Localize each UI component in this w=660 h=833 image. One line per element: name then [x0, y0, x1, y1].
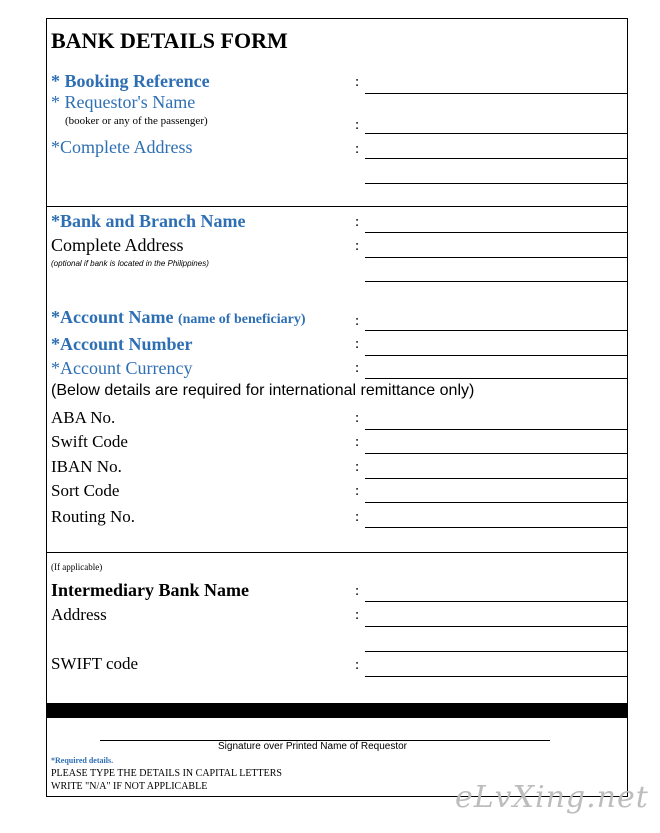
- colon: :: [355, 410, 360, 426]
- sort-code-label: Sort Code: [51, 481, 120, 500]
- account-currency-field[interactable]: [365, 378, 628, 379]
- colon: :: [355, 583, 360, 599]
- colon: :: [355, 509, 360, 525]
- signature-label: Signature over Printed Name of Requestor: [218, 741, 407, 752]
- intermediary-bank-name-field[interactable]: [365, 601, 628, 602]
- separator-bar: [46, 703, 628, 718]
- required-details-note: *Required details.: [51, 756, 114, 765]
- account-currency-label: *Account Currency: [51, 358, 193, 378]
- account-number-field[interactable]: [365, 355, 628, 356]
- colon: :: [355, 214, 360, 230]
- section-divider: [46, 552, 628, 553]
- colon: :: [355, 434, 360, 450]
- colon: :: [355, 459, 360, 475]
- watermark-logo: eLvXing.net: [455, 780, 649, 815]
- intermediary-swift-field[interactable]: [365, 676, 628, 677]
- na-note: WRITE "N/A" IF NOT APPLICABLE: [51, 781, 208, 792]
- colon: :: [355, 238, 360, 254]
- colon: :: [355, 657, 360, 673]
- bank-address-label: Complete Address: [51, 235, 184, 255]
- complete-address-field-2[interactable]: [365, 183, 628, 184]
- iban-no-field[interactable]: [365, 478, 628, 479]
- routing-no-label: Routing No.: [51, 507, 136, 526]
- aba-no-label: ABA No.: [51, 408, 116, 427]
- complete-address-label: *Complete Address: [51, 137, 193, 157]
- requestor-name-field[interactable]: [365, 133, 628, 134]
- colon: :: [355, 607, 360, 623]
- bank-branch-name-label: *Bank and Branch Name: [51, 211, 246, 231]
- intermediary-address-field-1[interactable]: [365, 626, 628, 627]
- capital-letters-note: PLEASE TYPE THE DETAILS IN CAPITAL LETTERS: [51, 768, 282, 779]
- intermediary-address-field-2[interactable]: [365, 651, 628, 652]
- if-applicable-note: (If applicable): [51, 562, 103, 572]
- complete-address-field-1[interactable]: [365, 158, 628, 159]
- international-remittance-note: (Below details are required for international remittance only): [51, 382, 475, 399]
- colon: :: [355, 313, 360, 329]
- account-name-text: *Account Name: [51, 307, 174, 327]
- colon: :: [355, 360, 360, 376]
- colon: :: [355, 117, 360, 133]
- bank-address-field-2[interactable]: [365, 281, 628, 282]
- intermediary-bank-name-label: Intermediary Bank Name: [51, 580, 249, 600]
- colon: :: [355, 141, 360, 157]
- booking-reference-label: * Booking Reference: [51, 71, 210, 91]
- swift-code-label: Swift Code: [51, 432, 128, 451]
- iban-no-label: IBAN No.: [51, 457, 122, 476]
- requestor-name-note: (booker or any of the passenger): [65, 115, 208, 127]
- bank-address-field-1[interactable]: [365, 257, 628, 258]
- requestor-name-label: * Requestor's Name: [51, 92, 196, 112]
- colon: :: [355, 74, 360, 90]
- bank-branch-name-field[interactable]: [365, 232, 628, 233]
- bank-details-form: [46, 18, 628, 797]
- sort-code-field[interactable]: [365, 502, 628, 503]
- colon: :: [355, 483, 360, 499]
- account-name-label: [51, 308, 306, 327]
- colon: :: [355, 336, 360, 352]
- intermediary-swift-label: SWIFT code: [51, 654, 139, 673]
- routing-no-field[interactable]: [365, 527, 628, 528]
- swift-code-field[interactable]: [365, 453, 628, 454]
- account-name-note: (name of beneficiary): [177, 312, 306, 327]
- form-title: BANK DETAILS FORM: [51, 28, 288, 53]
- intermediary-address-label: Address: [51, 605, 107, 624]
- account-number-label: *Account Number: [51, 334, 193, 354]
- booking-reference-field[interactable]: [365, 93, 628, 94]
- section-divider: [46, 206, 628, 207]
- account-name-field[interactable]: [365, 330, 628, 331]
- bank-address-note: (optional if bank is located in the Philippines): [51, 259, 209, 268]
- aba-no-field[interactable]: [365, 429, 628, 430]
